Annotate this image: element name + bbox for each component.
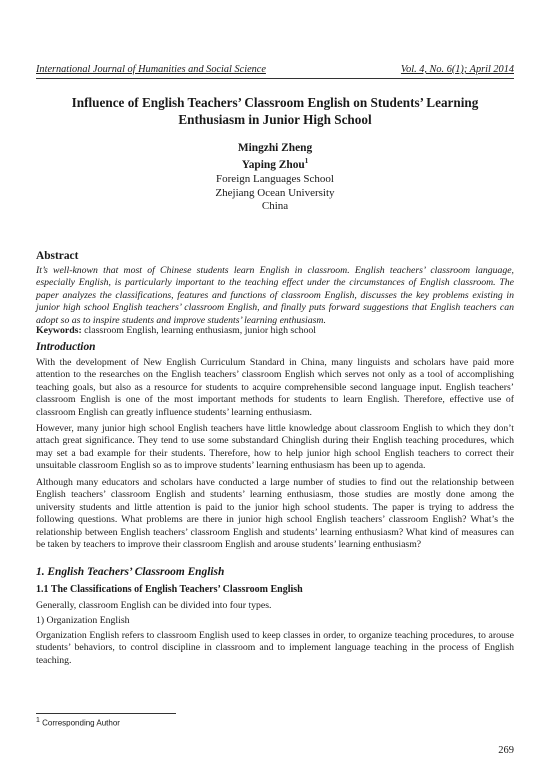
- affiliation-line-1: Foreign Languages School: [216, 173, 334, 185]
- introduction-paragraph-3: Although many educators and scholars have conducted a large number of studies to find out the relationship between English teachers’ classroom English and students’ learning enthusiasm, those studies are mostly done among the university students and little attention is paid to the junior high school students. The paper is trying to address the following questions. What problems are there in junior high school English teachers’ classroom English? What’s the relationship between English teachers’ classroom English and students’ learning enthusiasm? What kind of measures can be taken by teachers to improve their classroom English and arouse students’ learning enthusiasm?: [36, 477, 514, 551]
- introduction-paragraph-2: However, many junior high school English teachers have little knowledge about classroom English to which they don’t attach great significance. They tend to use some substandard Chinglish during their English teaching procedures, which may set a bad example for their students. Therefore, how to help junior high school English teachers to correct their unsuitable classroom English so as to improve students’ learning enthusiasm has been up to agenda.: [36, 423, 514, 472]
- journal-name: International Journal of Humanities and Social Science: [36, 64, 266, 75]
- section-1-intro-line: Generally, classroom English can be divided into four types.: [36, 600, 272, 611]
- page-number: 269: [498, 745, 514, 756]
- keywords-label: Keywords:: [36, 325, 82, 336]
- footnote-mark: 1: [36, 717, 40, 724]
- section-1-heading: 1. English Teachers’ Classroom English: [36, 566, 225, 578]
- subsection-1-1-heading: 1.1 The Classifications of English Teachers’ Classroom English: [36, 584, 303, 595]
- affiliation-line-2: Zhejiang Ocean University: [215, 186, 335, 199]
- volume-info: Vol. 4, No. 6(1); April 2014: [400, 64, 514, 75]
- title-line-1: Influence of English Teachers’ Classroom English on Students’ Learning: [71, 95, 479, 110]
- author-2: [36, 157, 514, 171]
- author-2-footnote-mark: 1: [304, 157, 309, 165]
- running-header: [36, 64, 514, 79]
- author-2-name: Yaping Zhou: [241, 158, 305, 171]
- footnote-text: Corresponding Author: [42, 718, 120, 728]
- list-item-organization-english: 1) Organization English: [36, 615, 130, 626]
- keywords: [36, 325, 514, 336]
- title-line-2: Enthusiasm in Junior High School: [178, 112, 372, 127]
- affiliation-line-3: China: [261, 200, 289, 212]
- keywords-text: classroom English, learning enthusiasm, junior high school: [84, 325, 317, 336]
- introduction-paragraph-1: With the development of New English Curriculum Standard in China, many linguists and scholars have paid more attention to the researches on the English teachers’ classroom English which serves not only as a tool of accomplishing teaching goals, but also as a resource for students to acquire comprehensible second language input. English teachers’ classroom English is one of the most important methods for students to learn English. Therefore, effective use of classroom English can greatly influence students’ learning enthusiasm.: [36, 357, 514, 418]
- footnote: [36, 717, 120, 728]
- paper-title: [36, 94, 514, 128]
- author-1: Mingzhi Zheng: [237, 142, 313, 154]
- abstract-text: It’s well-known that most of Chinese students learn English in classroom. English teachers’ classroom language, especially English, is particularly important to the teaching effect under the circumstances of English classroom. The paper analyzes the classifications, features and functions of classroom English, discusses the key problems existing in junior high school English teachers’ classroom English, and finally puts forward suggestions that English teachers can adopt so as to inspire students and improve students’ learning enthusiasm.: [36, 265, 514, 326]
- abstract-heading: Abstract: [36, 250, 79, 262]
- introduction-heading: Introduction: [36, 341, 96, 353]
- affiliation: [36, 173, 514, 214]
- section-1-paragraph-1: Organization English refers to classroom English used to keep classes in order, to organize teaching procedures, to arouse students’ behaviors, to control discipline in classroom and to implement language teaching in the process of English teaching.: [36, 630, 514, 666]
- footnote-divider: [36, 713, 176, 714]
